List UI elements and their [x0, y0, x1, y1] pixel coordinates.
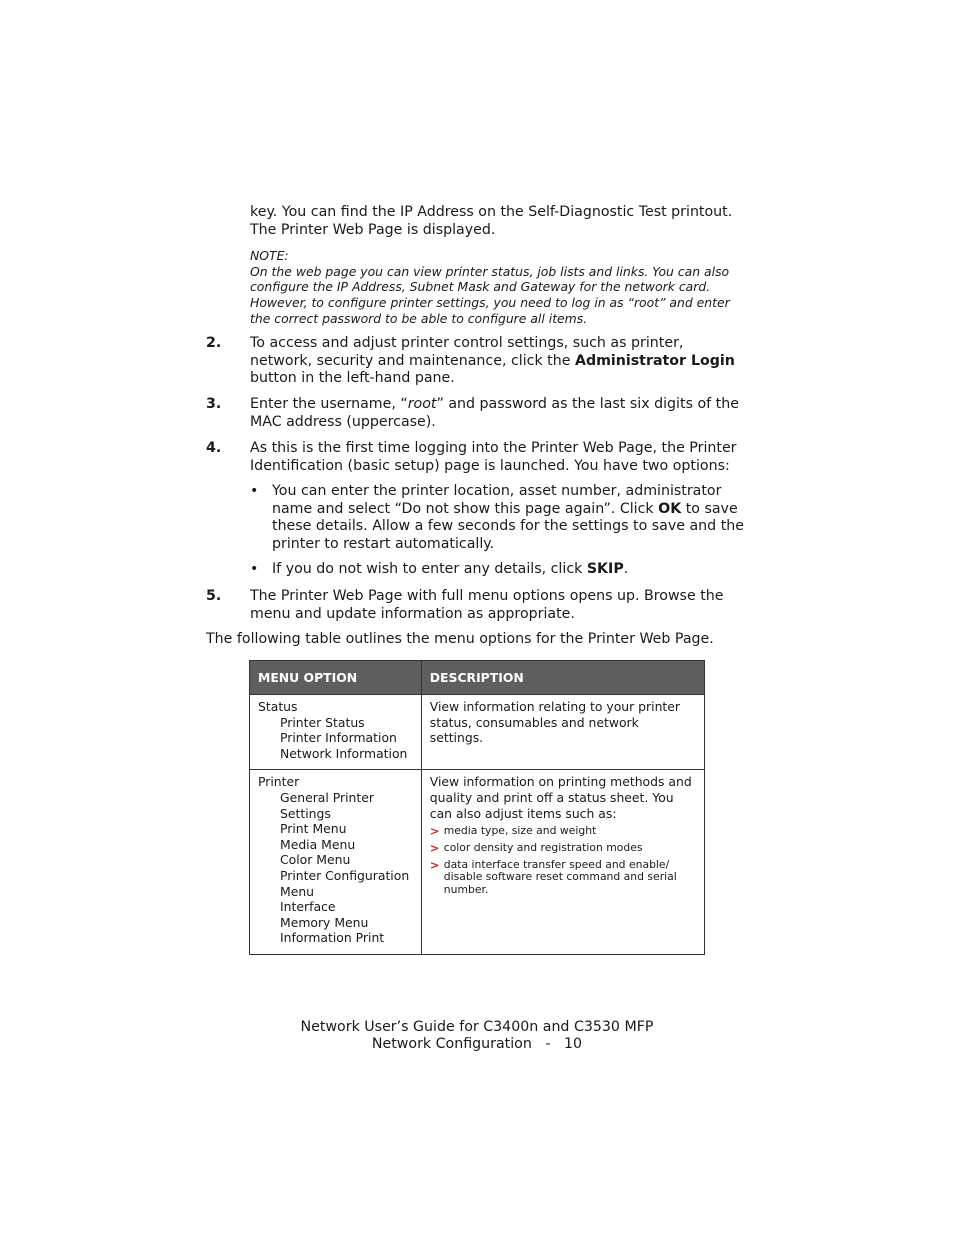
administrator-login-label: Administrator Login: [574, 352, 735, 369]
note-block: [250, 248, 750, 327]
page-footer-section: Network Configuration - 10: [371, 1036, 583, 1052]
menu-option-title: Status: [258, 699, 298, 714]
menu-option-header: MENU OPTION: [250, 661, 422, 695]
bullet-1-text: You can enter the printer location, asset number, administrator name and select “Do not show this page again”. Click OK to save these details. Allow a few seconds for the settings to save and the printer to restart automatically.: [272, 483, 744, 552]
menu-subitem: Color Menu: [280, 852, 351, 868]
table-header-row: [250, 661, 705, 695]
step-number-4: 4.: [206, 440, 222, 456]
bullet-icon: •: [250, 483, 259, 499]
table-row: [250, 695, 705, 770]
menu-subitem: Printer Status: [280, 714, 365, 730]
description-text: View information relating to your printer status, consumables and network settings.: [429, 699, 681, 746]
menu-subitem: Interface: [280, 899, 336, 915]
list-item: > media type, size and weight: [429, 824, 597, 839]
menu-subitem: Network Information: [280, 745, 408, 761]
table-row: [250, 770, 705, 955]
description-text: View information on printing methods and quality and print off a status sheet. You can also adjust items such as:: [429, 774, 692, 821]
intro-paragraph: [250, 204, 770, 239]
arrow-right-icon: >: [429, 824, 440, 839]
menu-options-table: [249, 660, 705, 955]
menu-subitem: Print Menu: [280, 821, 347, 837]
step-5-text: The Printer Web Page with full menu options opens up. Browse the menu and update information as appropriate.: [250, 588, 724, 622]
description-header: DESCRIPTION: [421, 661, 704, 695]
arrow-right-icon: >: [429, 857, 440, 872]
menu-option-title: Printer: [258, 774, 300, 790]
list-item: > data interface transfer speed and enable/ disable software reset command and serial number.: [429, 857, 677, 896]
intro-line-2: The Printer Web Page is displayed.: [250, 221, 496, 238]
bullet-2-text: If you do not wish to enter any details, click SKIP.: [272, 561, 629, 577]
adjustable-items-list: [430, 825, 696, 896]
ok-label: OK: [658, 500, 682, 517]
note-label: NOTE:: [250, 248, 289, 263]
step-number-3: 3.: [206, 396, 222, 412]
skip-label: SKIP: [586, 561, 624, 577]
step-4-text: As this is the first time logging into the Printer Web Page, the Printer Identification (basic setup) page is launched. You have two options:: [250, 440, 737, 474]
intro-line-1: key. You can find the IP Address on the Self-Diagnostic Test printout.: [250, 204, 733, 220]
step-number-5: 5.: [206, 588, 222, 604]
bullet-icon: •: [250, 561, 259, 577]
step-2-text: To access and adjust printer control settings, such as printer, network, security and maintenance, click the Administrator Login button in the left-hand pane.: [250, 335, 735, 386]
description-cell: [421, 695, 704, 770]
menu-subitem: Printer Information: [280, 730, 397, 746]
root-username: root: [407, 396, 437, 412]
menu-cell: [250, 695, 422, 770]
step-number-2: 2.: [206, 335, 222, 351]
arrow-right-icon: >: [429, 840, 440, 855]
step-3-text: Enter the username, “root” and password as the last six digits of the MAC address (uppercase).: [250, 396, 739, 430]
menu-subitem: Information Print: [280, 930, 385, 946]
menu-subitem: Media Menu: [280, 836, 356, 852]
table-intro: The following table outlines the menu options for the Printer Web Page.: [206, 631, 714, 647]
note-body: On the web page you can view printer status, job lists and links. You can also configure the IP Address, Subnet Mask and Gateway for the network card. However, to configure printer settings, you need to log in as “root” and enter the correct password to be able to configure all items.: [250, 263, 730, 326]
description-cell: [421, 770, 704, 955]
menu-subitem: Memory Menu: [280, 914, 369, 930]
menu-subitem: Printer Configuration Menu: [280, 867, 410, 899]
menu-cell: [250, 770, 422, 955]
page-footer-title: Network User’s Guide for C3400n and C3530 MFP: [300, 1019, 654, 1035]
menu-subitem: General Printer Settings: [280, 789, 374, 821]
list-item: > color density and registration modes: [429, 840, 643, 855]
